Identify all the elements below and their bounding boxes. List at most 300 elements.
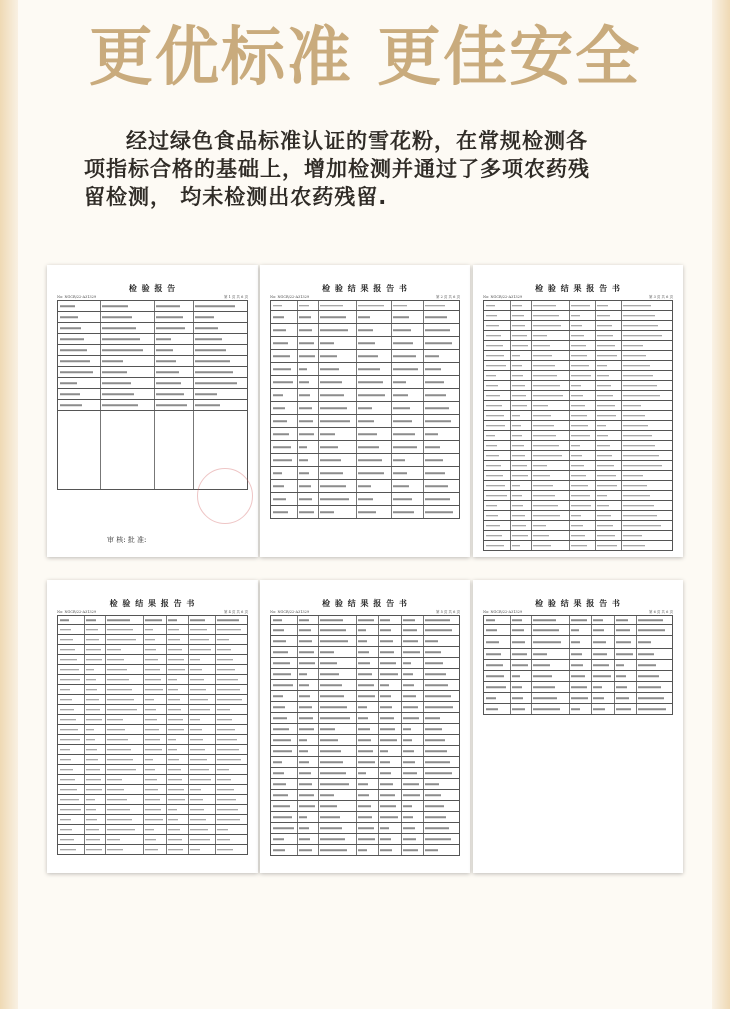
table-cell [401,702,425,712]
table-cell [356,402,393,414]
cell-text-line [217,759,241,761]
cell-text-line [217,619,239,621]
cell-text-line [533,629,559,631]
table-cell [356,616,380,624]
table-cell [510,649,532,659]
cell-text-line [533,405,548,407]
table-cell [166,625,190,634]
table-cell [84,735,106,744]
table-cell [215,765,247,774]
table-cell [297,801,319,811]
table-cell [58,411,101,489]
table-cell [166,675,190,684]
table-cell [188,635,215,644]
cell-text-line [320,433,335,435]
cell-text-line [107,829,135,831]
cell-text-line [486,535,502,537]
cell-text-line [273,662,290,664]
table-cell [378,702,402,712]
cell-text-line [512,355,520,357]
table-cell [318,812,357,822]
cell-text-line [571,641,581,643]
cell-text-line [273,459,292,461]
report-table [57,300,248,490]
cell-text-line [393,381,405,383]
cell-text-line [156,349,173,351]
table-cell [356,801,380,811]
cell-text-line [320,316,346,318]
table-cell [188,775,215,784]
cell-text-line [107,729,125,731]
cell-text-line [145,789,158,791]
table-cell [143,665,167,674]
cell-text-line [358,728,370,730]
table-cell [423,713,459,723]
table-cell [423,454,459,466]
table-cell [401,746,425,756]
table-cell [297,746,319,756]
table-cell [484,501,511,510]
table-cell [188,795,215,804]
table-cell [356,467,393,479]
table-cell [569,660,593,670]
cell-text-line [217,779,231,781]
table-cell [614,660,638,670]
table-cell [188,745,215,754]
table-cell [318,493,357,505]
table-cell [423,658,459,668]
table-cell [621,481,672,490]
table-row [483,521,673,531]
cell-text-line [597,465,614,467]
table-cell [105,665,144,674]
cell-text-line [533,485,553,487]
table-cell [166,845,190,854]
table-cell [154,312,194,322]
table-cell [297,790,319,800]
cell-text-line [168,779,183,781]
table-cell [356,713,380,723]
table-cell [378,713,402,723]
table-cell [484,361,511,370]
table-cell [378,636,402,646]
report-title: 检 验 结 果 报 告 书 [535,283,621,293]
table-cell [378,680,402,690]
table-cell [391,480,424,492]
table-row [57,635,248,645]
table-cell [318,415,357,427]
table-cell [154,323,194,333]
table-cell [84,805,106,814]
table-cell [297,467,319,479]
cell-text-line [60,839,74,841]
cell-text-line [107,699,134,701]
cell-text-line [190,789,200,791]
cell-text-line [486,385,498,387]
cell-text-line [512,629,523,631]
table-cell [318,669,357,679]
table-cell [166,695,190,704]
table-cell [166,775,190,784]
cell-text-line [425,717,440,719]
table-cell [423,350,459,362]
report-page-6 [473,580,683,873]
cell-text-line [320,728,335,730]
table-cell [215,845,247,854]
cell-text-line [299,640,312,642]
cell-text-line [512,465,526,467]
cell-text-line [597,375,609,377]
table-cell [58,755,85,764]
cell-text-line [145,669,160,671]
table-row [483,421,673,431]
cell-text-line [320,651,334,653]
cell-text-line [358,459,382,461]
cell-text-line [86,649,100,651]
cell-text-line [486,355,504,357]
cell-text-line [190,659,200,661]
cell-text-line [320,662,337,664]
table-cell [318,724,357,734]
table-cell [166,785,190,794]
table-cell [423,702,459,712]
table-cell [569,481,596,490]
table-cell [510,401,532,410]
cell-text-line [571,515,582,517]
table-row [57,655,248,665]
table-cell [143,735,167,744]
table-cell [166,825,190,834]
table-cell [166,805,190,814]
table-cell [378,658,402,668]
cell-text-line [273,772,284,774]
cell-text-line [195,404,220,406]
table-cell [636,616,672,624]
table-row [270,812,460,823]
cell-text-line [320,783,349,785]
table-cell [356,350,393,362]
table-row [483,311,673,321]
cell-text-line [60,849,76,851]
cell-text-line [102,360,123,362]
cell-text-line [190,729,201,731]
cell-text-line [273,783,286,785]
cell-text-line [593,664,609,666]
cell-text-line [320,816,340,818]
table-cell [391,350,424,362]
cell-text-line [217,839,230,841]
table-cell [58,312,101,322]
table-cell [531,451,570,460]
table-cell [391,376,424,388]
cell-text-line [107,849,123,851]
cell-text-line [623,335,662,337]
table-cell [215,825,247,834]
table-cell [569,301,596,310]
cell-text-line [273,305,282,307]
table-cell [297,724,319,734]
cell-text-line [533,365,555,367]
table-cell [297,680,319,690]
table-cell [105,695,144,704]
report-title: 检 验 结 果 报 告 书 [322,283,408,293]
table-cell [510,361,532,370]
cell-text-line [616,629,630,631]
table-cell [58,735,85,744]
table-row [483,381,673,391]
cell-text-line [425,772,452,774]
table-cell [58,765,85,774]
cell-text-line [425,316,447,318]
cell-text-line [593,629,604,631]
table-cell [154,411,194,489]
cell-text-line [512,653,526,655]
table-cell [215,735,247,744]
table-cell [484,481,511,490]
cell-text-line [533,686,555,688]
cell-text-line [107,639,135,641]
table-cell [391,441,424,453]
cell-text-line [638,653,654,655]
cell-text-line [273,827,294,829]
cell-text-line [380,629,391,631]
cell-text-line [195,382,237,384]
table-cell [100,400,155,410]
report-page-number: 第 3 页 共 6 页 [648,295,673,299]
cell-text-line [107,709,137,711]
cell-text-line [168,729,185,731]
cell-text-line [425,446,440,448]
cell-text-line [486,415,504,417]
table-cell [297,428,319,440]
table-row [483,649,673,660]
report-page-number: 第 2 页 共 6 页 [435,295,460,299]
table-cell [271,702,298,712]
report-page-number: 第 1 页 共 6 页 [223,295,248,299]
cell-text-line [533,697,557,699]
table-cell [423,625,459,635]
table-cell [510,311,532,320]
cell-text-line [156,360,176,362]
table-cell [105,735,144,744]
cell-text-line [571,495,590,497]
cell-text-line [60,719,76,721]
table-cell [356,454,393,466]
table-cell [297,480,319,492]
report-page-number: 第 4 页 共 6 页 [223,610,248,614]
cell-text-line [86,679,95,681]
report-number: No: NGCR/22-A31329 [57,610,97,614]
cell-text-line [145,839,156,841]
cell-text-line [571,653,582,655]
cell-text-line [512,641,525,643]
table-row [270,415,460,428]
cell-text-line [320,329,348,331]
table-cell [105,715,144,724]
table-row [270,790,460,801]
table-cell [378,691,402,701]
cell-text-line [425,816,446,818]
table-cell [166,635,190,644]
cell-text-line [512,697,523,699]
table-cell [531,301,570,310]
table-cell [595,411,622,420]
cell-text-line [60,305,75,307]
report-page-2 [260,265,470,557]
cell-text-line [512,495,522,497]
cell-text-line [512,335,526,337]
table-cell [215,835,247,844]
cell-text-line [623,405,641,407]
table-cell [105,835,144,844]
cell-text-line [320,673,339,675]
cell-text-line [273,619,282,621]
table-cell [423,324,459,336]
table-cell [58,825,85,834]
cell-text-line [168,669,185,671]
table-cell [188,725,215,734]
cell-text-line [571,435,591,437]
table-cell [378,735,402,745]
table-cell [100,367,155,377]
table-cell [401,757,425,767]
table-cell [188,705,215,714]
table-row [483,682,673,693]
cell-text-line [623,475,643,477]
table-cell [318,616,357,624]
cell-text-line [425,619,449,621]
cell-text-line [299,706,311,708]
table-cell [378,823,402,833]
cell-text-line [571,664,584,666]
table-cell [143,845,167,854]
table-cell [423,616,459,624]
cell-text-line [320,750,341,752]
cell-text-line [593,686,602,688]
cell-text-line [616,653,633,655]
report-title: 检 验 结 果 报 告 书 [109,598,196,608]
table-cell [271,311,298,323]
cell-text-line [597,355,617,357]
table-cell [143,625,167,634]
cell-text-line [145,829,154,831]
cell-text-line [486,515,498,517]
table-cell [636,649,672,659]
cell-text-line [190,749,205,751]
cell-text-line [425,305,445,307]
table-cell [318,363,357,375]
table-cell [297,493,319,505]
table-cell [484,671,511,681]
cell-text-line [107,629,133,631]
cell-text-line [60,649,75,651]
table-cell [193,345,247,355]
cell-text-line [217,769,229,771]
table-cell [271,441,298,453]
cell-text-line [486,495,507,497]
table-cell [595,511,622,520]
table-cell [484,541,511,550]
cell-text-line [60,789,77,791]
table-cell [510,693,532,703]
cell-text-line [190,849,200,851]
table-cell [569,649,593,659]
cell-text-line [425,511,453,513]
table-cell [378,669,402,679]
cell-text-line [393,394,408,396]
cell-text-line [102,371,126,373]
cell-text-line [593,708,605,710]
table-cell [166,705,190,714]
cell-text-line [217,669,236,671]
cell-text-line [320,368,339,370]
cell-text-line [358,511,376,513]
cell-text-line [107,619,130,621]
cell-text-line [403,684,415,686]
cell-text-line [597,385,611,387]
cell-text-line [638,675,659,677]
table-cell [143,725,167,734]
cell-text-line [107,739,128,741]
cell-text-line [190,769,209,771]
table-cell [84,616,106,624]
table-cell [318,441,357,453]
cell-text-line [190,719,199,721]
table-cell [423,376,459,388]
table-cell [271,350,298,362]
cell-text-line [299,305,309,307]
table-cell [154,356,194,366]
cell-text-line [512,405,527,407]
table-cell [595,451,622,460]
cell-text-line [486,335,501,337]
cell-text-line [358,619,375,621]
table-cell [391,301,424,310]
cell-text-line [623,445,655,447]
table-cell [484,431,511,440]
table-row [483,441,673,451]
table-row [57,345,248,356]
cell-text-line [358,772,366,774]
table-cell [318,779,357,789]
cell-text-line [273,695,283,697]
table-cell [595,301,622,310]
table-cell [510,391,532,400]
cell-text-line [320,472,343,474]
table-cell [595,471,622,480]
cell-text-line [638,697,664,699]
table-cell [143,645,167,654]
cell-text-line [380,805,396,807]
table-cell [154,400,194,410]
cell-text-line [403,673,413,675]
cell-text-line [60,809,81,811]
cell-text-line [299,329,312,331]
table-cell [378,746,402,756]
table-cell [58,835,85,844]
table-cell [531,625,570,635]
cell-text-line [571,686,587,688]
table-cell [591,660,615,670]
table-row [57,300,248,312]
table-cell [215,815,247,824]
table-row [57,705,248,715]
cell-text-line [623,545,645,547]
cell-text-line [425,673,446,675]
table-cell [423,812,459,822]
cell-text-line [425,849,438,851]
cell-text-line [512,365,521,367]
